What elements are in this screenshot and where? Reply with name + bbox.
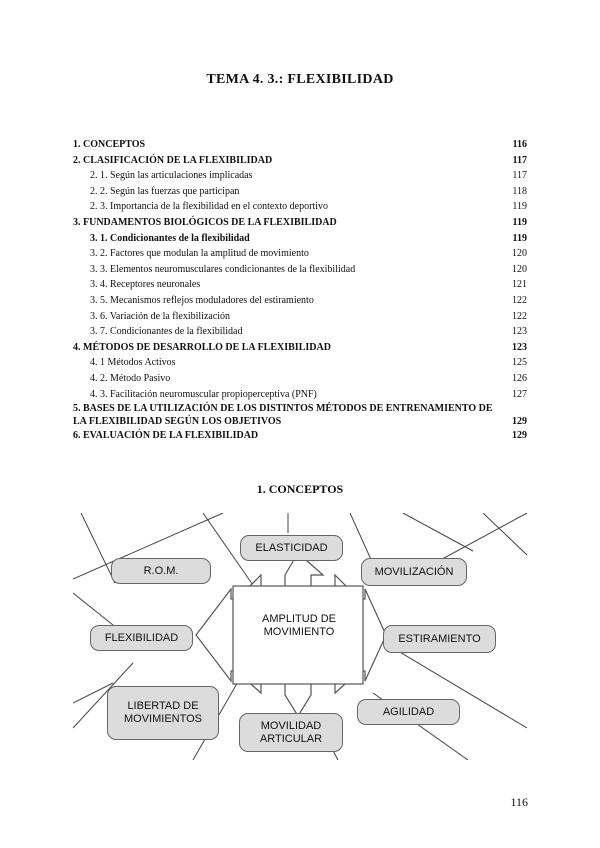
toc-entry[interactable]: 3. 6. Variación de la flexibilización 122 [90,310,527,322]
page-number: 116 [510,795,528,809]
toc-entry[interactable]: 3. FUNDAMENTOS BIOLÓGICOS DE LA FLEXIBILIDAD 119 [73,216,527,228]
toc-entry[interactable]: 3. 7. Condicionantes de la flexibilidad 123 [90,326,527,338]
node-movilizacion: MOVILIZACIÓN [361,558,467,586]
node-elasticidad: ELASTICIDAD [240,535,343,561]
toc-entry[interactable]: 2. 3. Importancia de la flexibilidad en el contexto deportivo 119 [90,201,527,213]
node-flexibilidad: FLEXIBILIDAD [90,625,193,651]
toc-entry[interactable]: 2. 1. Según las articulaciones implicadas 117 [90,170,527,182]
node-libertad: LIBERTAD DE MOVIMIENTOS [107,686,219,740]
toc-entry[interactable]: 3. 4. Receptores neuronales 121 [90,279,527,291]
concept-diagram [73,513,527,760]
toc-entry[interactable]: 4. 2. Método Pasivo 126 [90,372,527,384]
toc-entry[interactable]: 4. 1 Métodos Activos 125 [90,357,527,369]
toc-entry[interactable]: 3. 2. Factores que modulan la amplitud de movimiento 120 [90,248,527,260]
toc-entry[interactable]: 4. MÉTODOS DE DESARROLLO DE LA FLEXIBILIDAD 123 [73,341,527,353]
toc-entry[interactable]: 1. CONCEPTOS 116 [73,139,527,150]
toc-entry[interactable]: 3. 1. Condicionantes de la flexibilidad 119 [90,232,527,244]
node-agilidad: AGILIDAD [357,699,460,725]
toc-entry[interactable]: 3. 3. Elementos neuromusculares condicionantes de la flexibilidad 120 [90,263,527,275]
toc-entry[interactable]: 4. 3. Facilitación neuromuscular propioperceptiva (PNF) 127 [90,388,527,400]
table-of-contents [73,137,527,444]
toc-entry[interactable]: 3. 5. Mecanismos reflejos moduladores del estiramiento 122 [90,294,527,306]
node-estiramiento: ESTIRAMIENTO [383,625,496,653]
node-rom: R.O.M. [111,558,211,584]
toc-entry[interactable]: 2. 2. Según las fuerzas que participan 118 [90,185,527,197]
node-movilidad: MOVILIDAD ARTICULAR [239,713,343,752]
toc-entry[interactable]: 5. BASES DE LA UTILIZACIÓN DE LOS DISTINTOS MÉTODOS DE ENTRENAMIENTO DE LA FLEXIBILIDAD SEGÚN LOS OBJETIVOS 129 [73,403,527,428]
toc-entry[interactable]: 2. CLASIFICACIÓN DE LA FLEXIBILIDAD 117 [73,154,527,166]
page-title: TEMA 4. 3.: FLEXIBILIDAD [206,72,394,87]
section-heading: 1. CONCEPTOS [256,482,344,496]
toc-entry[interactable]: 6. EVALUACIÓN DE LA FLEXIBILIDAD 129 [73,430,527,442]
center-label: AMPLITUD DE MOVIMIENTO [262,613,336,638]
